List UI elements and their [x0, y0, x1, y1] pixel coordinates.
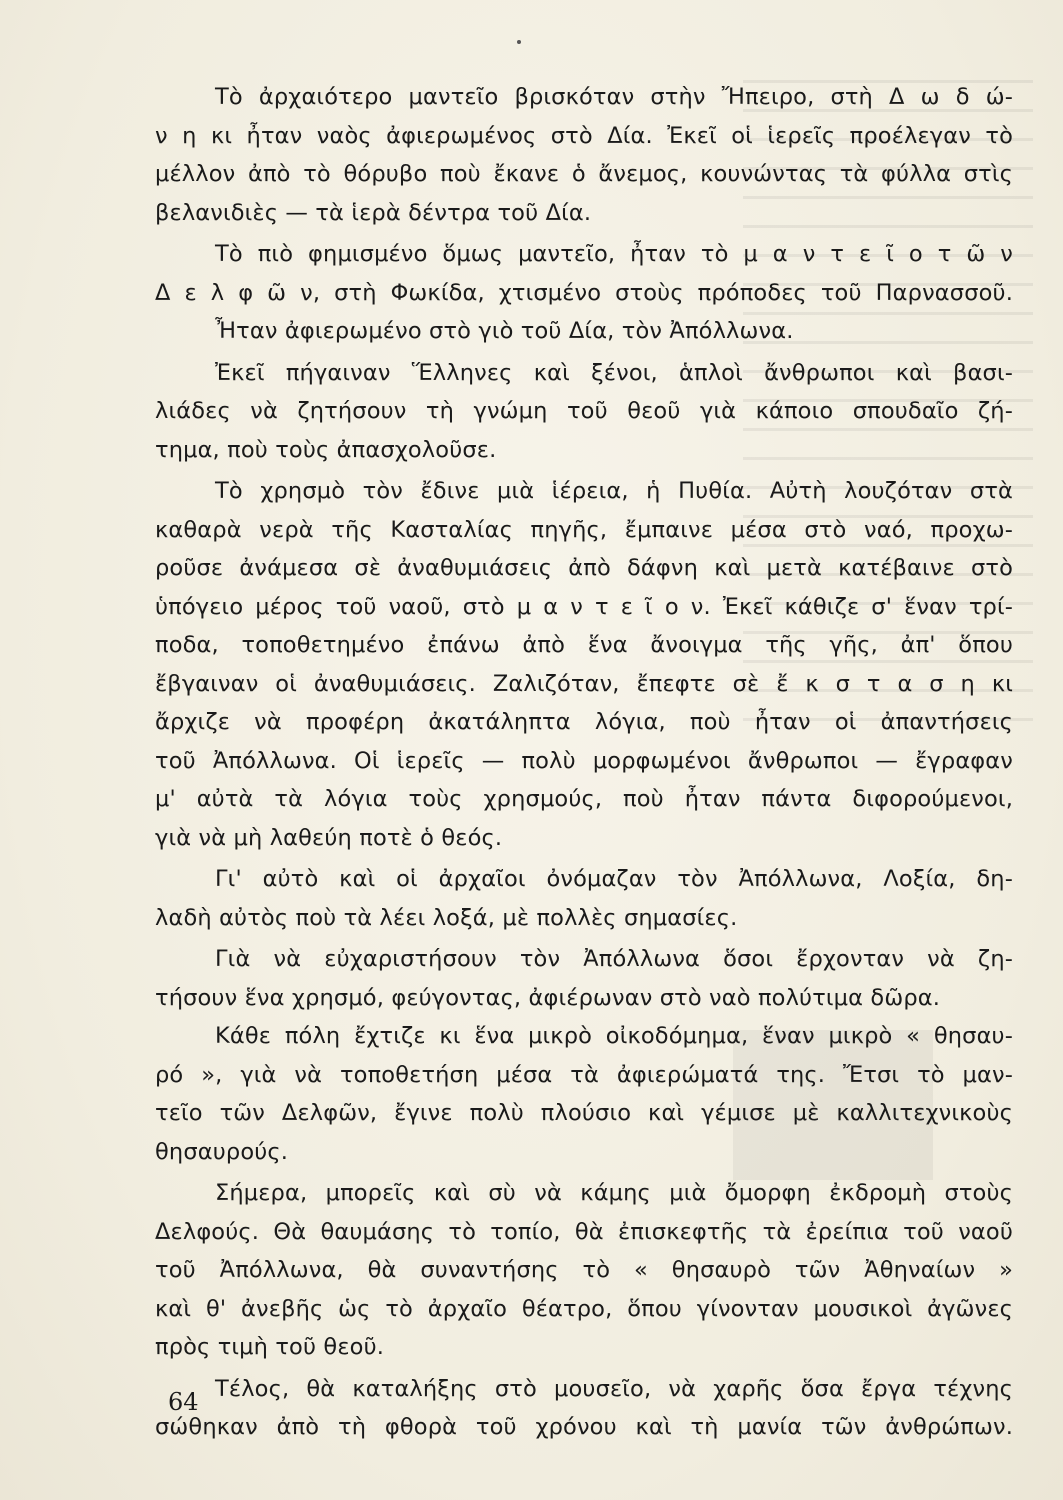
text-line: καὶ θ' ἀνεβῆς ὡς τὸ ἀρχαῖο θέατρο, ὅπου γίνονταν μουσικοὶ ἀγῶνες [155, 1295, 1013, 1322]
text-line: ροῦσε ἀνάμεσα σὲ ἀναθυμιάσεις ἀπὸ δάφνη καὶ μετὰ κατέβαινε στὸ [155, 555, 1013, 581]
text-line: Δ ε λ φ ῶ ν, στὴ Φωκίδα, χτισμένο στοὺς πρόποδες τοῦ Παρνασσοῦ. [155, 279, 1013, 306]
text-line: θησαυρούς. [155, 1138, 289, 1165]
text-line: μέλλον ἀπὸ τὸ θόρυβο ποὺ ἔκανε ὁ ἄνεμος, κουνώντας τὰ φύλλα στὶς [155, 161, 1013, 187]
text-line: Γιὰ νὰ εὐχαριστήσουν τὸν Ἀπόλλωνα ὅσοι ἔρχονταν νὰ ζη- [215, 946, 1013, 972]
text-line: γιὰ νὰ μὴ λαθεύη ποτὲ ὁ θεός. [155, 824, 503, 851]
text-line: μ' αὐτὰ τὰ λόγια τοὺς χρησμούς, ποὺ ἦταν πάντα διφορούμενοι, [155, 786, 1013, 812]
print-speck [517, 40, 521, 44]
text-line: τήσουν ἕνα χρησμό, φεύγοντας, ἀφιέρωναν στὸ ναὸ πολύτιμα δῶρα. [155, 984, 941, 1011]
text-line: ν η κι ἦταν ναὸς ἀφιερωμένος στὸ Δία. Ἐκεῖ οἱ ἱερεῖς προέλεγαν τὸ [155, 122, 1013, 149]
text-line: Τὸ ἀρχαιότερο μαντεῖο βρισκόταν στὴν Ἤπειρο, στὴ Δ ω δ ώ- [215, 84, 1013, 110]
text-line: ρό », γιὰ νὰ τοποθετήση μέσα τὰ ἀφιερώματά της. Ἔτσι τὸ μαν- [155, 1061, 1013, 1088]
text-line: ποδα, τοποθετημένο ἐπάνω ἀπὸ ἕνα ἄνοιγμα τῆς γῆς, ἀπ' ὅπου [155, 632, 1013, 658]
text-line: Τὸ πιὸ φημισμένο ὅμως μαντεῖο, ἦταν τὸ μ α ν τ ε ῖ ο τ ῶ ν [215, 241, 1013, 267]
text-line: πρὸς τιμὴ τοῦ θεοῦ. [155, 1334, 385, 1360]
text-line: ὑπόγειο μέρος τοῦ ναοῦ, στὸ μ α ν τ ε ῖ ο ν. Ἐκεῖ κάθιζε σ' ἕναν τρί- [155, 593, 1013, 620]
text-line: Τὸ χρησμὸ τὸν ἔδινε μιὰ ἱέρεια, ἡ Πυθία. Αὐτὴ λουζόταν στὰ [215, 478, 1013, 504]
text-line: λιάδες νὰ ζητήσουν τὴ γνώμη τοῦ θεοῦ γιὰ κάποιο σπουδαῖο ζή- [155, 398, 1013, 424]
text-line: καθαρὰ νερὰ τῆς Κασταλίας πηγῆς, ἔμπαινε μέσα στὸ ναό, προχω- [155, 516, 1013, 543]
text-line: ἔβγαιναν οἱ ἀναθυμιάσεις. Ζαλιζόταν, ἔπεφτε σὲ ἔ κ σ τ α σ η κι [155, 670, 1013, 697]
text-line: βελανιδιὲς — τὰ ἱερὰ δέντρα τοῦ Δία. [155, 199, 592, 226]
text-line: σώθηκαν ἀπὸ τὴ φθορὰ τοῦ χρόνου καὶ τὴ μανία τῶν ἀνθρώπων. [155, 1414, 1013, 1440]
text-line: Κάθε πόλη ἔχτιζε κι ἕνα μικρὸ οἰκοδόμημα, ἕναν μικρὸ « θησαυ- [215, 1023, 1013, 1049]
text-line: Γι' αὐτὸ καὶ οἱ ἀρχαῖοι ὀνόμαζαν τὸν Ἀπόλλωνα, Λοξία, δη- [215, 866, 1013, 892]
page-number: 64 [168, 1388, 199, 1416]
text-line: Ἦταν ἀφιερωμένο στὸ γιὸ τοῦ Δία, τὸν Ἀπόλλωνα. [215, 318, 794, 344]
text-line: ἄρχιζε νὰ προφέρη ἀκατάληπτα λόγια, ποὺ ἦταν οἱ ἀπαντήσεις [155, 709, 1013, 735]
text-line: Σήμερα, μπορεῖς καὶ σὺ νὰ κάμης μιὰ ὄμορφη ἐκδρομὴ στοὺς [215, 1180, 1013, 1206]
text-line: τεῖο τῶν Δελφῶν, ἔγινε πολὺ πλούσιο καὶ γέμισε μὲ καλλιτεχνικοὺς [155, 1100, 1013, 1126]
text-line: τοῦ Ἀπόλλωνα. Οἱ ἱερεῖς — πολὺ μορφωμένοι ἄνθρωποι — ἔγραφαν [155, 747, 1013, 774]
text-line: λαδὴ αὐτὸς ποὺ τὰ λέει λοξά, μὲ πολλὲς σημασίες. [155, 904, 738, 931]
text-line: τημα, ποὺ τοὺς ἀπασχολοῦσε. [155, 436, 497, 463]
text-line: Τέλος, θὰ καταλήξης στὸ μουσεῖο, νὰ χαρῆς ὅσα ἔργα τέχνης [215, 1375, 1013, 1402]
text-line: Δελφούς. Θὰ θαυμάσης τὸ τοπίο, θὰ ἐπισκεφτῆς τὰ ἐρείπια τοῦ ναοῦ [155, 1218, 1013, 1245]
body-text [155, 78, 1013, 1447]
text-line: Ἐκεῖ πήγαιναν Ἕλληνες καὶ ξένοι, ἁπλοὶ ἄνθρωποι καὶ βασι- [215, 359, 1013, 386]
text-line: τοῦ Ἀπόλλωνα, θὰ συναντήσης τὸ « θησαυρὸ τῶν Ἀθηναίων » [155, 1257, 1013, 1283]
